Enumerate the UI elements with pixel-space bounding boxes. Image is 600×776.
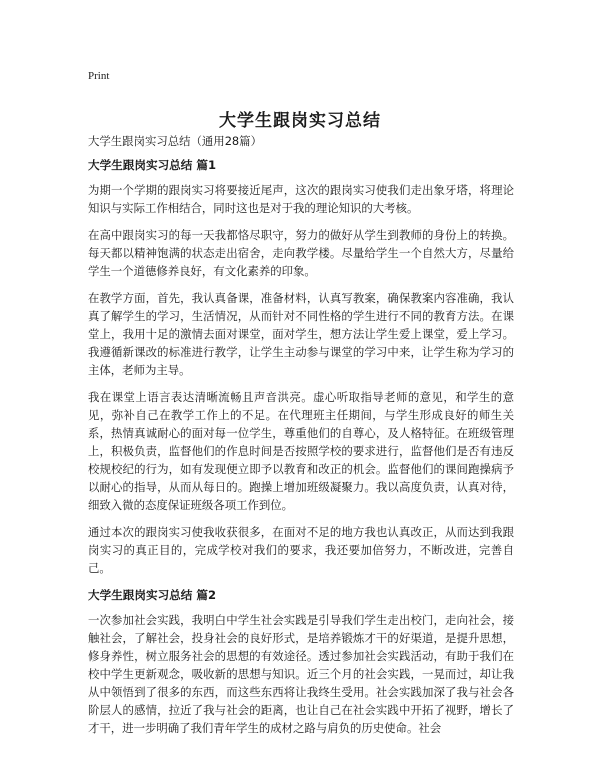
paragraph: 我在课堂上语言表达清晰流畅且声音洪亮。虚心听取指导老师的意见，和学生的意见，弥补自己在教学工作上的不足。在代理班主任期间，与学生形成良好的师生关系，热情真诚耐心的面对每一位学生，尊重他们的自尊心，及人格特征。在班级管理上，积极负责，监督他们的作息时间是否按照学校的要求进行，监督他们是否有违反校规校纪的行为，如有发现便立即予以教育和改正的机会。监督他们的课间跑操病予以耐心的指导，从而从每日的。跑操上增加班级凝聚力。我以高度负责，认真对待，细致入微的态度保证班级各项工作到位。 [88, 390, 514, 512]
section-heading: 大学生跟岗实习总结 篇1 [88, 158, 217, 172]
paragraph: 在教学方面，首先，我认真备课，准备材料，认真写教案，确保教案内容准确，我认真了解学生的学习，生活情况，从而针对不同性格的学生进行不同的教育方法。在课堂上，我用十足的激情去面对课堂，面对学生，想方法让学生爱上课堂，爱上学习。我遵循新课改的标准进行教学，让学生主动参与课堂的学习中来，让学生称为学习的主体，老师为主导。 [88, 291, 514, 377]
paragraph: 为期一个学期的跟岗实习将要接近尾声，这次的跟岗实习使我们走出象牙塔，将理论知识与实际工作相结合，同时这也是对于我的理论知识的大考核。 [88, 183, 514, 215]
document-subtitle: 大学生跟岗实习总结（通用28篇） [88, 134, 262, 148]
section-1 [88, 156, 514, 577]
paragraph: 在高中跟岗实习的每一天我都恪尽职守，努力的做好从学生到教师的身份上的转换。每天都以精神饱满的状态走出宿舍，走向教学楼。尽量给学生一个自然大方，尽量给学生一个道德修养良好，有文化素养的印象。 [88, 228, 514, 278]
print-link[interactable]: Print [88, 70, 110, 82]
document-body [88, 132, 514, 746]
section-heading: 大学生跟岗实习总结 篇2 [88, 588, 217, 602]
section-2 [88, 586, 514, 737]
document-title: 大学生跟岗实习总结 [219, 111, 381, 132]
paragraph: 一次参加社会实践，我明白中学生社会实践是引导我们学生走出校门，走向社会，接触社会，了解社会，投身社会的良好形式，是培养锻炼才干的好渠道，是提升思想，修身养性，树立服务社会的思想的有效途径。透过参加社会实践活动，有助于我们在校中学生更新观念，吸收新的思想与知识。近三个月的社会实践，一晃而过，却让我从中领悟到了很多的东西，而这些东西将让我终生受用。社会实践加深了我与社会各阶层人的感情，拉近了我与社会的距离，也让自己在社会实践中开拓了视野，增长了才干，进一步明确了我们青年学生的成材之路与肩负的历史使命。社会 [88, 613, 514, 735]
paragraph: 通过本次的跟岗实习使我收获很多，在面对不足的地方我也认真改正，从而达到我跟岗实习的真正目的，完成学校对我们的要求，我还要加倍努力，不断改进，完善自己。 [88, 525, 514, 575]
